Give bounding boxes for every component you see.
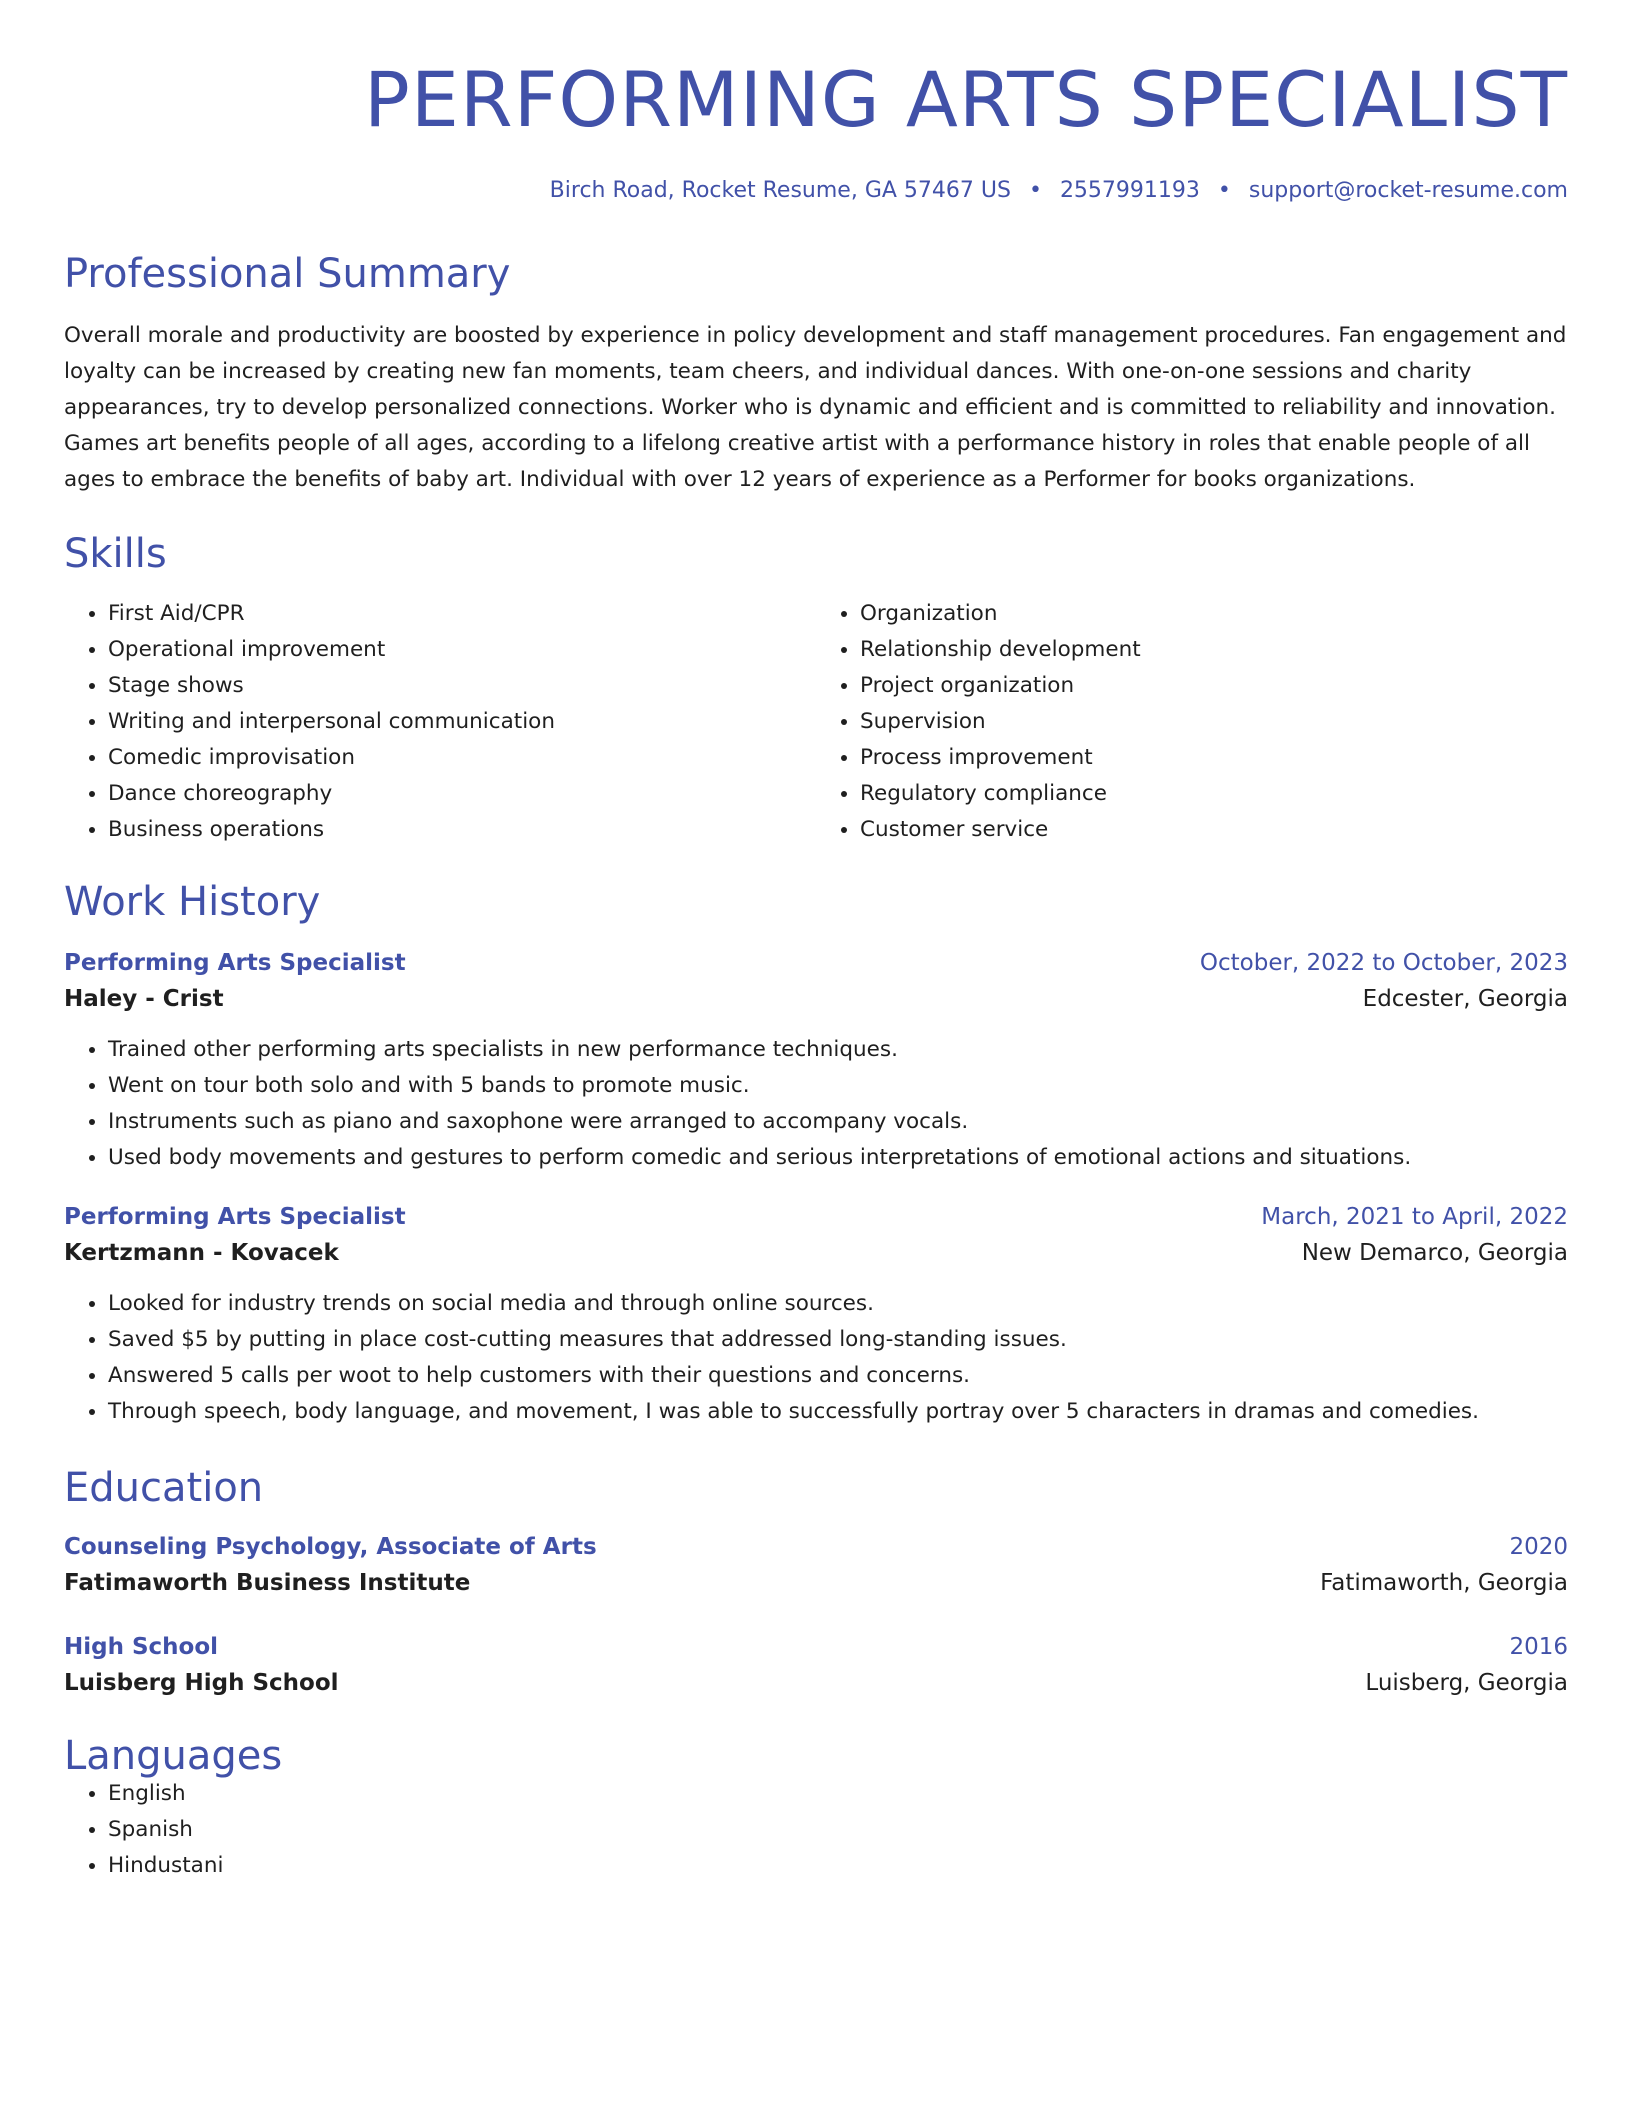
job-location: Edcester, Georgia (1362, 986, 1568, 1012)
job-title-row (64, 950, 1568, 976)
contact-phone: 2557991193 (1059, 178, 1200, 203)
language-item: • Spanish (108, 1812, 1568, 1848)
job-location: New Demarco, Georgia (1301, 1240, 1568, 1266)
job-title-row (64, 1204, 1568, 1230)
skill-item: • Business operations (108, 812, 816, 848)
contact-separator: • (1028, 178, 1042, 203)
skill-item: • Writing and interpersonal communication (108, 704, 816, 740)
education-school: Luisberg High School (64, 1670, 339, 1696)
candidate-name: PERFORMING ARTS SPECIALIST (364, 55, 1568, 144)
skill-item: • Dance choreography (108, 776, 816, 812)
education-year: 2020 (1509, 1534, 1568, 1560)
contact-address: Birch Road, Rocket Resume, GA 57467 US (549, 178, 1011, 203)
job-company-row (64, 1240, 1568, 1266)
contact-separator: • (1217, 178, 1231, 203)
skills-list (64, 596, 1568, 848)
education-school-row (64, 1570, 1568, 1596)
job-bullet: • Through speech, body language, and movement, I was able to successfully portray over 5 characters in dramas and comedies. (108, 1394, 1568, 1430)
education-degree-row (64, 1634, 1568, 1660)
skill-item: • First Aid/CPR (108, 596, 816, 632)
job-bullet: • Answered 5 calls per woot to help customers with their questions and concerns. (108, 1358, 1568, 1394)
job-bullets (64, 1032, 1568, 1176)
job-bullet: • Looked for industry trends on social media and through online sources. (108, 1286, 1568, 1322)
job-bullet: • Instruments such as piano and saxophone were arranged to accompany vocals. (108, 1104, 1568, 1140)
job-company-row (64, 986, 1568, 1012)
job-dates: October, 2022 to October, 2023 (1199, 950, 1568, 976)
job-title: Performing Arts Specialist (64, 950, 406, 976)
languages-list (64, 1776, 1568, 1884)
job-bullet: • Used body movements and gestures to perform comedic and serious interpretations of emotional actions and situations. (108, 1140, 1568, 1176)
education-degree-row (64, 1534, 1568, 1560)
job-company: Haley - Crist (64, 986, 224, 1012)
education-school-row (64, 1670, 1568, 1696)
skill-item: • Operational improvement (108, 632, 816, 668)
education-location: Fatimaworth, Georgia (1320, 1570, 1568, 1596)
job-bullet: • Saved $5 by putting in place cost-cutting measures that addressed long-standing issues. (108, 1322, 1568, 1358)
skill-item: • Organization (860, 596, 1568, 632)
education-heading: Education (64, 1465, 264, 1511)
contact-line (64, 180, 1568, 202)
skill-item: • Process improvement (860, 740, 1568, 776)
skill-item: • Customer service (860, 812, 1568, 848)
skill-item: • Stage shows (108, 668, 816, 704)
skills-column-left (64, 596, 816, 848)
job-bullets (64, 1286, 1568, 1430)
language-item: • English (108, 1776, 1568, 1812)
skill-item: • Regulatory compliance (860, 776, 1568, 812)
job-company: Kertzmann - Kovacek (64, 1240, 339, 1266)
summary-text: Overall morale and productivity are boosted by experience in policy development and staff management procedures. Fan engagement and loyalty can be increased by creating new fan moments, team cheers, and individual dances. With one-on-one sessions and charity appearances, try to develop personalized connections. Worker who is dynamic and efficient and is committed to reliability and innovation. Games art benefits people of all ages, according to a lifelong creative artist with a performance history in roles that enable people of all ages to embrace the benefits of baby art. Individual with over 12 years of experience as a Performer for books organizations. (64, 323, 1567, 492)
education-entry (64, 1634, 1568, 1696)
skill-item: • Relationship development (860, 632, 1568, 668)
skill-item: • Supervision (860, 704, 1568, 740)
job-entry (64, 1204, 1568, 1430)
education-degree: High School (64, 1634, 219, 1660)
education-year: 2016 (1509, 1634, 1568, 1660)
job-bullet: • Trained other performing arts specialists in new performance techniques. (108, 1032, 1568, 1068)
language-item: • Hindustani (108, 1848, 1568, 1884)
job-entry (64, 950, 1568, 1176)
skills-column-right (816, 596, 1568, 848)
education-degree: Counseling Psychology, Associate of Arts (64, 1534, 597, 1560)
skills-heading: Skills (64, 531, 167, 577)
skill-item: • Project organization (860, 668, 1568, 704)
skill-item: • Comedic improvisation (108, 740, 816, 776)
work-history-heading: Work History (64, 879, 321, 925)
contact-email[interactable]: support@rocket-resume.com (1248, 178, 1568, 203)
job-title: Performing Arts Specialist (64, 1204, 406, 1230)
languages-heading: Languages (64, 1733, 283, 1779)
education-school: Fatimaworth Business Institute (64, 1570, 471, 1596)
education-entry (64, 1534, 1568, 1596)
job-dates: March, 2021 to April, 2022 (1261, 1204, 1568, 1230)
job-bullet: • Went on tour both solo and with 5 bands to promote music. (108, 1068, 1568, 1104)
summary-heading: Professional Summary (64, 251, 511, 297)
education-location: Luisberg, Georgia (1365, 1670, 1568, 1696)
